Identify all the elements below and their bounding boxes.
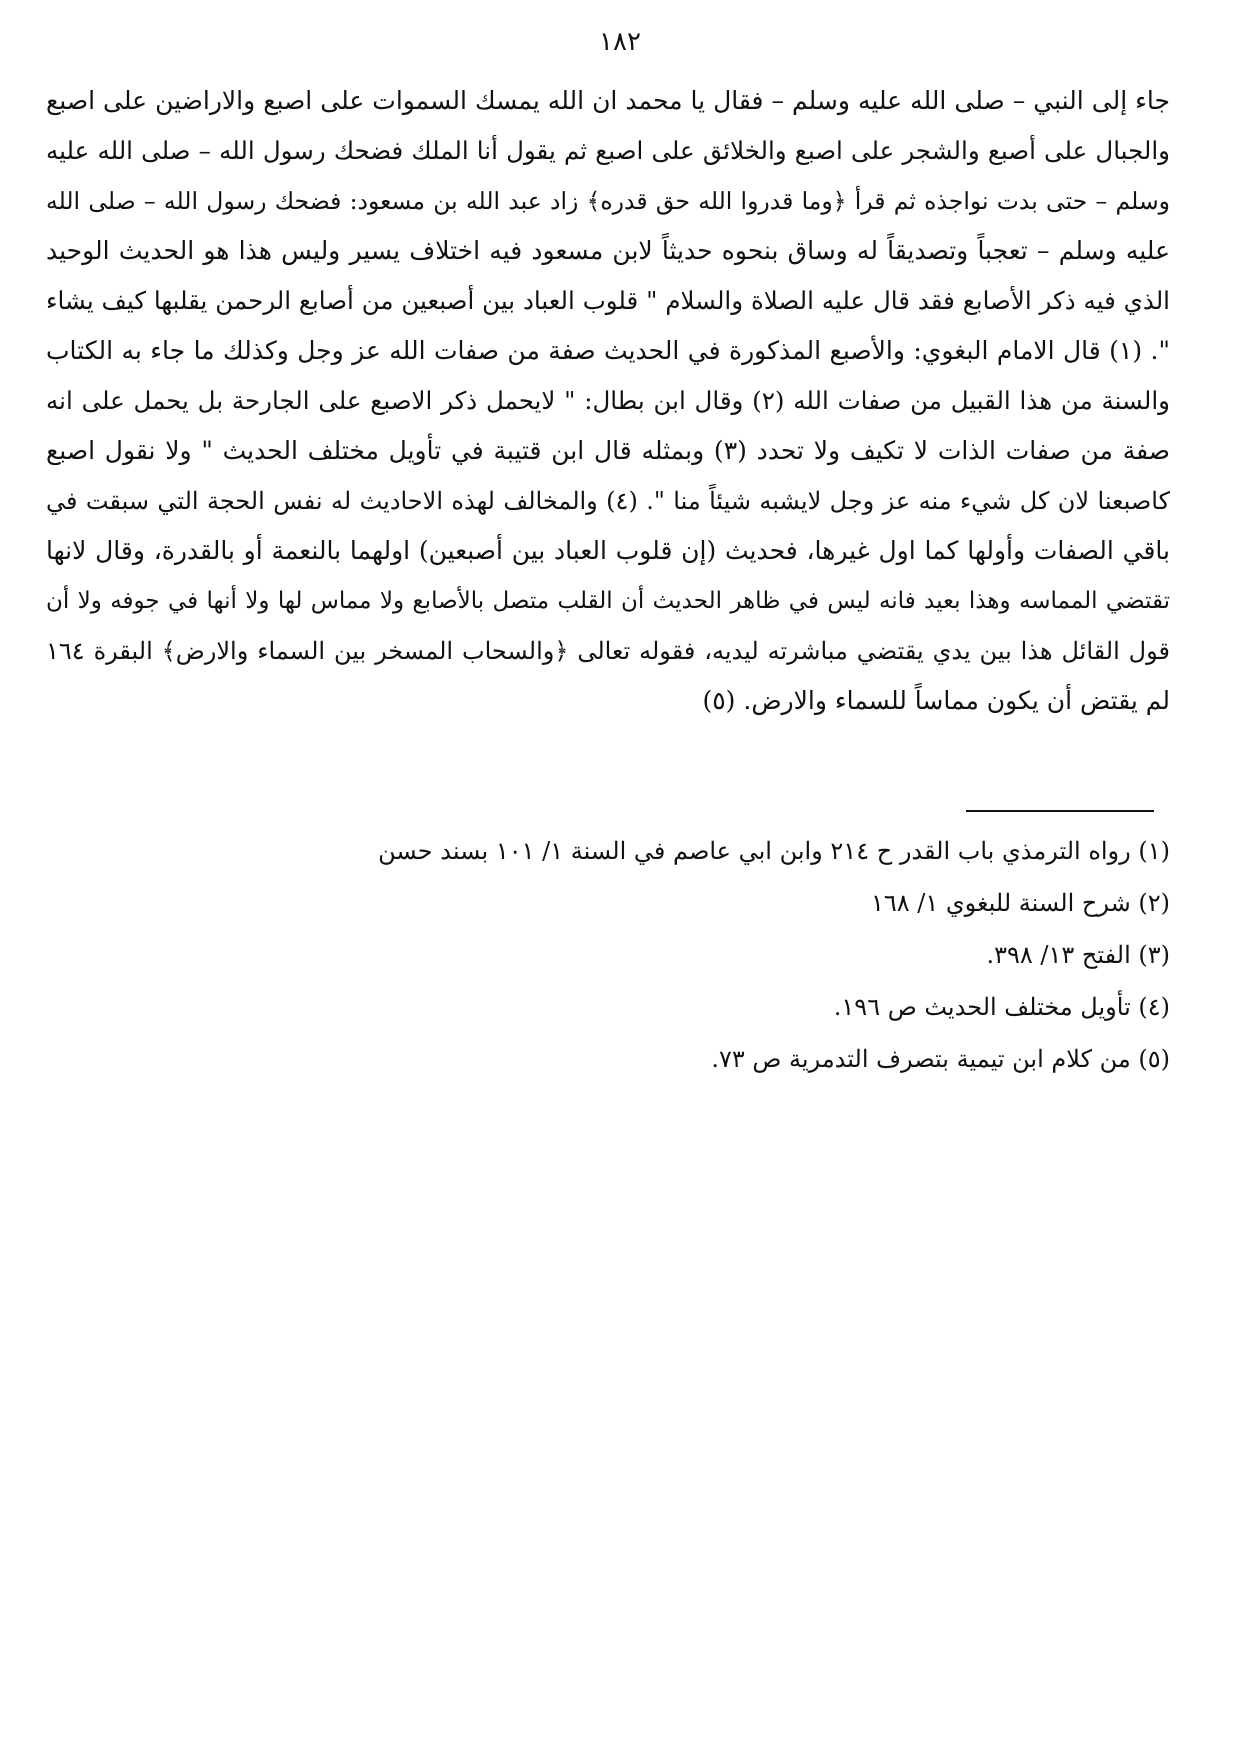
footnote-separator <box>966 810 1154 812</box>
text-line: والجبال على أصبع والشجر على اصبع والخلائق على اصبع ثم يقول أنا الملك فضحك رسول الله – صلى الله عليه <box>46 136 1170 165</box>
text-line: قول القائل هذا بين يدي يقتضي مباشرته ليديه، فقوله تعالى ﴿والسحاب المسخر بين السماء والارض﴾ البقرة ١٦٤ <box>46 637 1170 665</box>
text-line: عليه وسلم – تعجباً وتصديقاً له وساق بنحوه حديثاً لابن مسعود فيه اختلاف يسير وليس هذا هو الحديث الوحيد <box>46 236 1170 265</box>
page-number: ١٨٢ <box>599 27 641 57</box>
text-line: لم يقتض أن يكون مماساً للسماء والارض. (٥) <box>702 686 1170 715</box>
text-line: وسلم – حتى بدت نواجذه ثم قرأ ﴿وما قدروا الله حق قدره﴾ زاد عبد الله بن مسعود: فضحك رسول الله – صلى الله <box>46 187 1170 215</box>
text-line: باقي الصفات وأولها كما اول غيرها، فحديث (إن قلوب العباد بين أصبعين) اولهما بالنعمة أو بالقدرة، وقال لانها <box>46 536 1170 565</box>
text-line: ". (١) قال الامام البغوي: والأصبع المذكورة في الحديث صفة من صفات الله عز وجل وكذلك ما جاء به الكتاب <box>46 336 1170 365</box>
text-line: كاصبعنا لان كل شيء منه عز وجل لايشبه شيئاً منا ". (٤) والمخالف لهذه الاحاديث له نفس الحجة التي سبقت في <box>46 487 1170 515</box>
footnote-item: (٣) الفتح ١٣/ ٣٩٨. <box>986 941 1170 969</box>
footnotes <box>46 825 1170 1085</box>
footnote-item: (٥) من كلام ابن تيمية بتصرف التدمرية ص ٧٣. <box>711 1045 1170 1073</box>
text-line: جاء إلى النبي – صلى الله عليه وسلم – فقال يا محمد ان الله يمسك السموات على اصبع والاراضين على اصبع <box>46 86 1170 115</box>
footnote-item: (٤) تأويل مختلف الحديث ص ١٩٦. <box>833 993 1170 1021</box>
text-line: تقتضي المماسه وهذا بعيد فانه ليس في ظاهر الحديث أن القلب متصل بالأصابع ولا مماس لها ولا أنها في جوفه ولا أن <box>46 588 1170 614</box>
text-line: صفة من صفات الذات لا تكيف ولا تحدد (٣) وبمثله قال ابن قتيبة في تأويل مختلف الحديث " ولا نقول اصبع <box>46 436 1170 465</box>
main-text <box>46 76 1170 726</box>
footnote-item: (١) رواه الترمذي باب القدر ح ٢١٤ وابن ابي عاصم في السنة ١/ ١٠١ بسند حسن <box>378 837 1170 865</box>
text-line: والسنة من هذا القبيل من صفات الله (٢) وقال ابن بطال: " لايحمل ذكر الاصبع على الجارحة بل يحمل على انه <box>46 386 1170 415</box>
footnote-item: (٢) شرح السنة للبغوي ١/ ١٦٨ <box>870 889 1170 917</box>
text-line: الذي فيه ذكر الأصابع فقد قال عليه الصلاة والسلام " قلوب العباد بين أصبعين من أصابع الرحمن يقلبها كيف يشاء <box>46 286 1170 315</box>
